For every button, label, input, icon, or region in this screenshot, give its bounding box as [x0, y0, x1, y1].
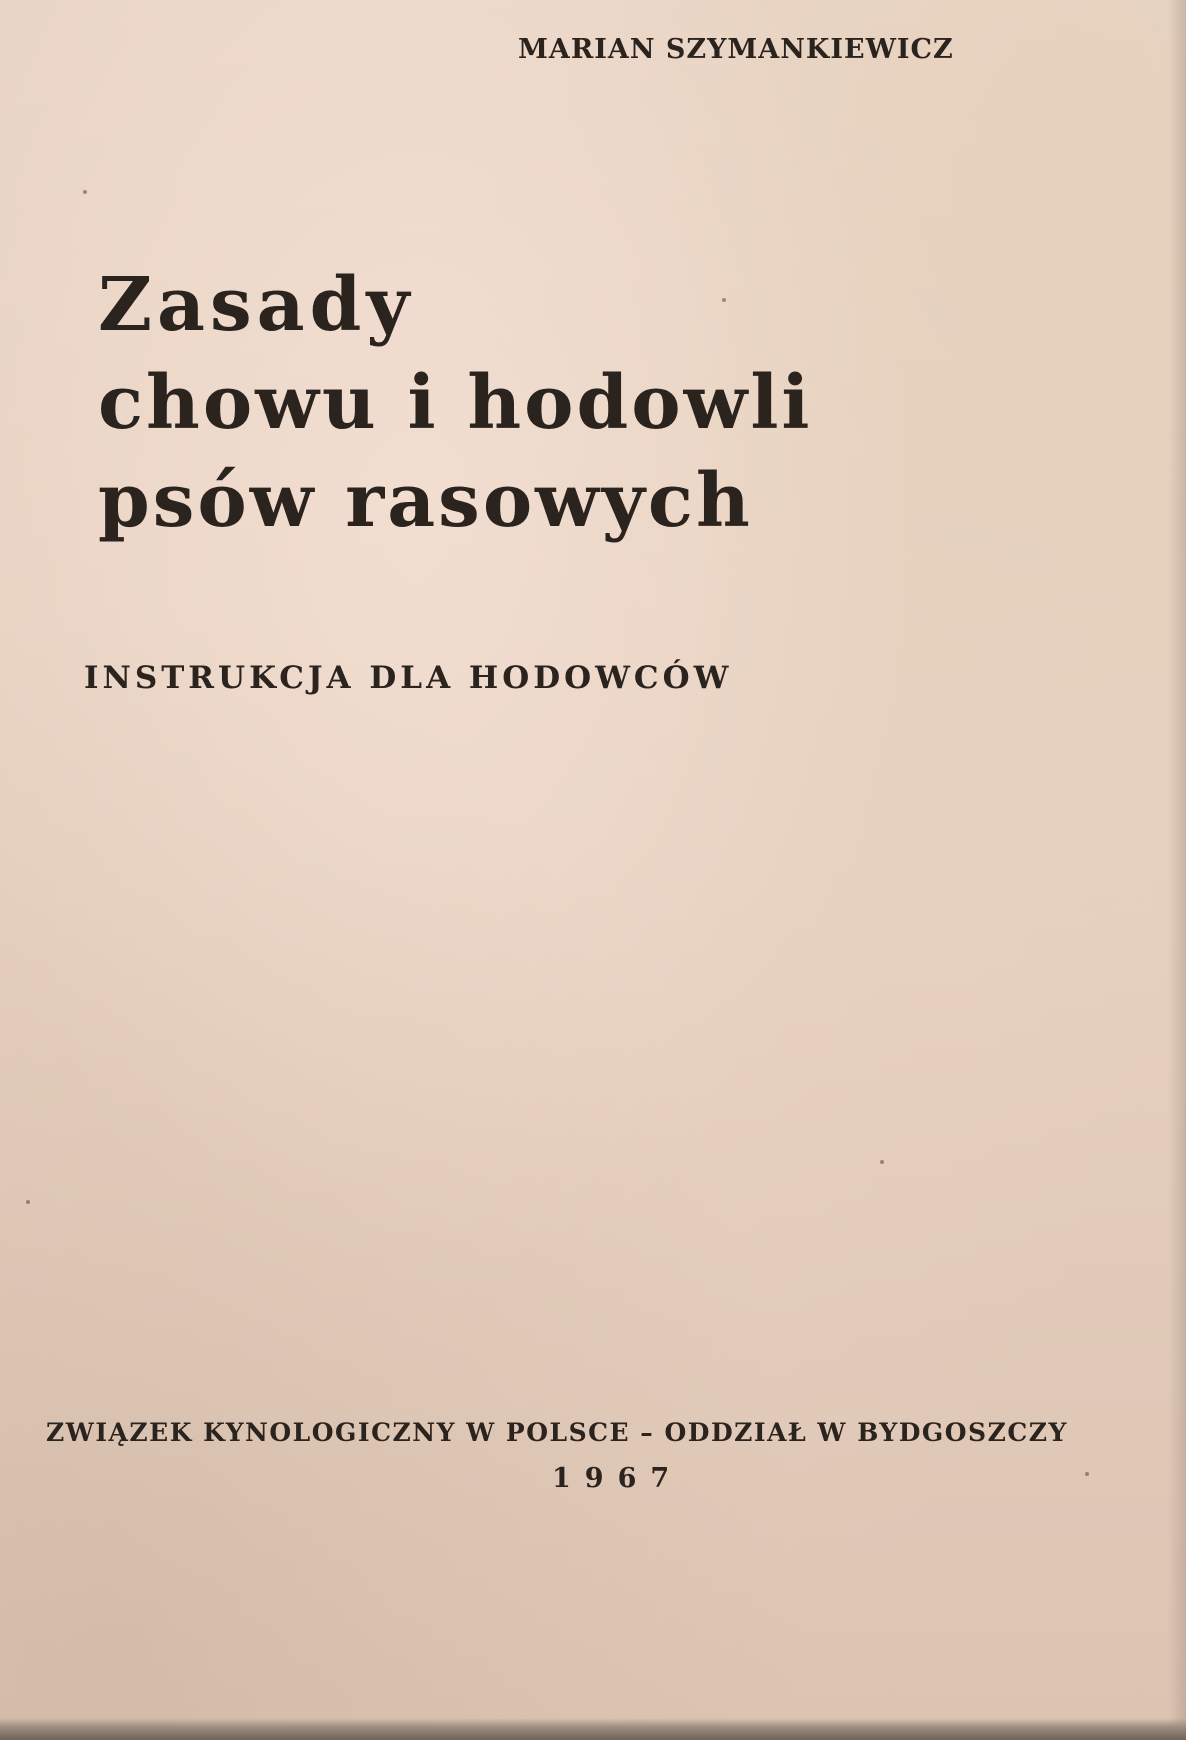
title-line-2: chowu i hodowli: [98, 360, 813, 446]
paper-speck: [83, 190, 87, 194]
page-right-edge: [1168, 0, 1186, 1740]
author-name: MARIAN SZYMANKIEWICZ: [518, 34, 954, 65]
paper-speck: [880, 1160, 884, 1164]
title-line-3: psów rasowych: [98, 458, 753, 544]
page-bottom-edge: [0, 1718, 1186, 1740]
publication-year: 1967: [552, 1463, 684, 1494]
paper-speck: [26, 1200, 30, 1204]
paper-speck: [722, 298, 726, 302]
title-line-1: Zasady: [98, 262, 415, 348]
publisher: ZWIĄZEK KYNOLOGICZNY W POLSCE – ODDZIAŁ W BYDGOSZCZY: [46, 1418, 1068, 1447]
paper-speck: [1085, 1472, 1089, 1476]
subtitle: INSTRUKCJA DLA HODOWCÓW: [84, 660, 733, 696]
